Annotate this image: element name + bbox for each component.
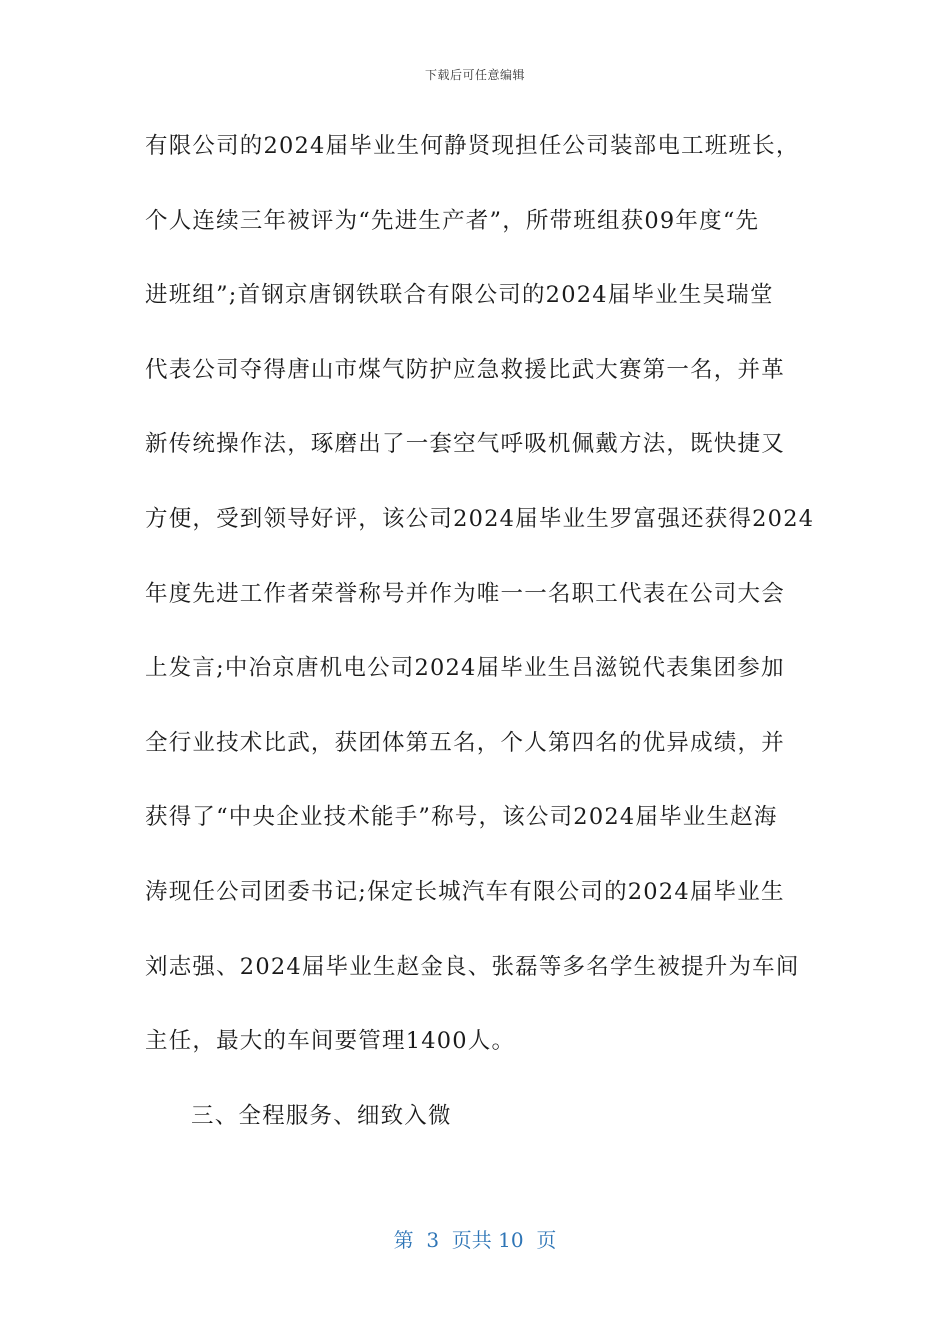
paragraph-line: 方便，受到领导好评，该公司2024届毕业生罗富强还获得2024 bbox=[145, 505, 815, 532]
header-note: 下载后可任意编辑 bbox=[424, 68, 525, 82]
paragraph-line: 进班组”;首钢京唐钢铁联合有限公司的2024届毕业生吴瑞堂 bbox=[145, 282, 774, 309]
paragraph-line: 个人连续三年被评为“先进生产者”，所带班组获09年度“先 bbox=[145, 207, 760, 234]
paragraph-line: 全行业技术比武，获团体第五名，个人第四名的优异成绩，并 bbox=[145, 729, 785, 756]
paragraph-line: 上发言;中冶京唐机电公司2024届毕业生吕滋锐代表集团参加 bbox=[145, 655, 785, 682]
paragraph-line: 代表公司夺得唐山市煤气防护应急救援比武大赛第一名，并革 bbox=[145, 356, 785, 383]
body-text bbox=[145, 124, 815, 1168]
paragraph-line: 新传统操作法，琢磨出了一套空气呼吸机佩戴方法，既快捷又 bbox=[145, 431, 785, 458]
paragraph-line: 刘志强、2024届毕业生赵金良、张磊等多名学生被提升为车间 bbox=[145, 953, 800, 980]
section-heading: 三、全程服务、细致入微 bbox=[191, 1102, 452, 1129]
paragraph-line: 涛现任公司团委书记;保定长城汽车有限公司的2024届毕业生 bbox=[145, 878, 785, 905]
paragraph-line: 年度先进工作者荣誉称号并作为唯一一名职工代表在公司大会 bbox=[145, 580, 785, 607]
paragraph-line: 有限公司的2024届毕业生何静贤现担任公司装部电工班班长， bbox=[145, 133, 800, 159]
page-number-footer: 第 3 页共 10 页 bbox=[393, 1228, 557, 1252]
paragraph-line: 主任，最大的车间要管理1400人。 bbox=[145, 1028, 516, 1055]
paragraph-line: 获得了“中央企业技术能手”称号，该公司2024届毕业生赵海 bbox=[145, 804, 778, 831]
